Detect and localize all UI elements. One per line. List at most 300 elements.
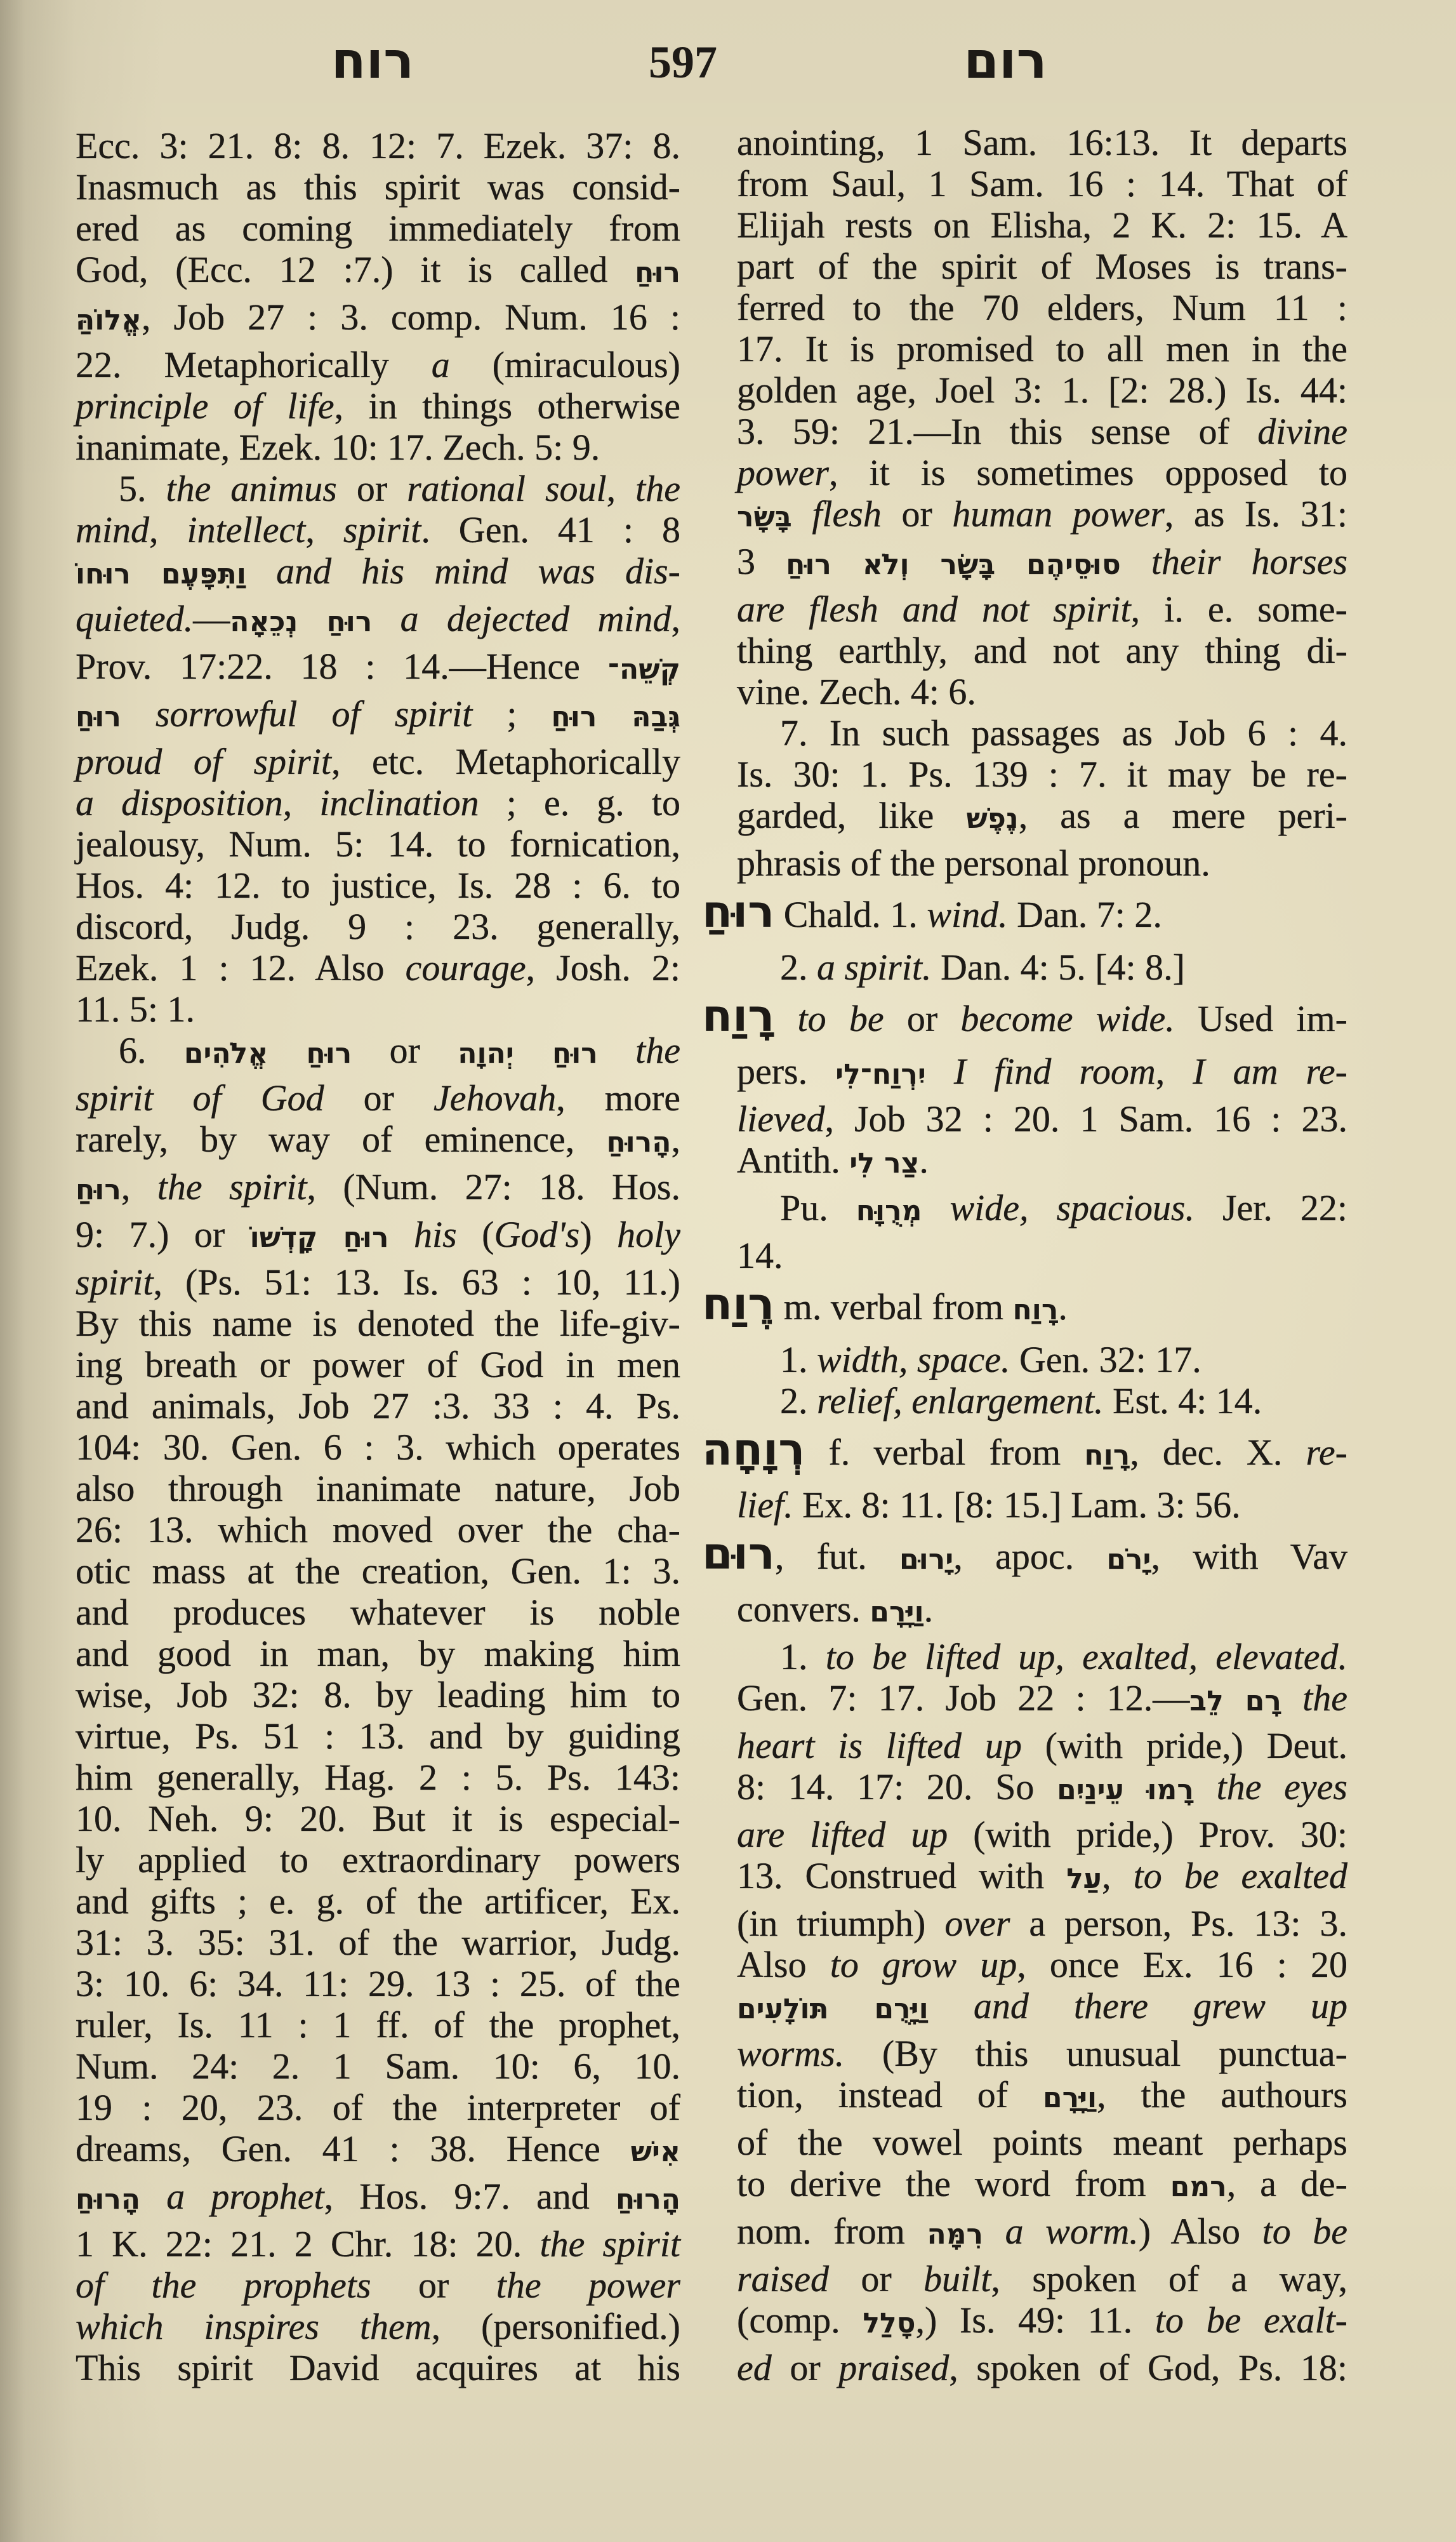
italic-text: a worm. bbox=[1005, 2211, 1139, 2252]
italic-text: mind bbox=[76, 509, 149, 550]
italic-text: the eyes bbox=[1216, 1766, 1347, 1807]
roman-text: ing breath or power of God in men bbox=[76, 1344, 680, 1385]
roman-text: Dan. 4: 5. [4: 8.] bbox=[931, 947, 1185, 988]
text-line bbox=[76, 296, 680, 338]
roman-text: and animals, Job 27 :3. 33 : 4. Ps. bbox=[76, 1385, 680, 1427]
text-line bbox=[76, 509, 680, 550]
hebrew-text: יָרֹם bbox=[1106, 1543, 1151, 1576]
roman-text: also through inanimate nature, Job bbox=[76, 1468, 680, 1509]
text-line bbox=[76, 598, 680, 639]
roman-text: inanimate, Ezek. 10: 17. Zech. 5: 9. bbox=[76, 427, 600, 468]
hebrew-text: סוּסֵיהֶם בָּשָׂר וְלֹא רוּחַ bbox=[786, 549, 1121, 581]
roman-text: ly applied to extraordinary powers bbox=[76, 1839, 680, 1880]
text-line bbox=[737, 163, 1347, 204]
hebrew-text: אֱלוֹהַּ bbox=[76, 304, 142, 336]
roman-text: , a de- bbox=[1226, 2163, 1347, 2204]
hebrew-text: עַל bbox=[1066, 1863, 1102, 1895]
text-line bbox=[737, 493, 1347, 535]
text-line bbox=[76, 741, 680, 782]
italic-text: courage bbox=[405, 947, 526, 988]
italic-text: a prophet bbox=[166, 2176, 324, 2217]
italic-text: built bbox=[923, 2258, 991, 2299]
entry-headword-line bbox=[702, 1278, 1347, 1330]
hebrew-text: הָרוּחַ bbox=[606, 1126, 672, 1159]
roman-text: f. verbal from bbox=[805, 1432, 1085, 1473]
italic-text: wind. bbox=[927, 894, 1008, 935]
roman-text: , Job 32 : 20. 1 Sam. 16 : 23. bbox=[824, 1098, 1347, 1140]
italic-text: worms. bbox=[737, 2033, 845, 2074]
running-head-last-word: רום bbox=[963, 31, 1047, 90]
hebrew-text: מְרֻוָּח bbox=[856, 1195, 922, 1227]
roman-text: (miraculous) bbox=[449, 344, 680, 385]
roman-text bbox=[983, 2211, 1005, 2252]
italic-text: heart is lifted up bbox=[737, 1725, 1022, 1766]
text-line bbox=[76, 1303, 680, 1344]
italic-text: of the prophets bbox=[76, 2265, 371, 2306]
roman-text: or bbox=[881, 493, 953, 535]
hebrew-text: וַיָּרֻם תּוֹלָעִים bbox=[737, 1993, 929, 2025]
roman-text: . bbox=[923, 1588, 934, 1630]
roman-text: Used im- bbox=[1174, 998, 1347, 1039]
entry-headword-line bbox=[702, 886, 1347, 938]
roman-text: him generally, Hag. 2 : 5. Ps. 143: bbox=[76, 1757, 680, 1798]
text-line bbox=[76, 1261, 680, 1303]
roman-text: ; e. g. to bbox=[479, 782, 680, 823]
hebrew-text: רָם לֵב bbox=[1189, 1685, 1281, 1717]
text-line bbox=[76, 1550, 680, 1592]
roman-text: and good in man, by making him bbox=[76, 1633, 680, 1674]
text-line bbox=[737, 842, 1347, 884]
roman-text: Gen. 32: 17. bbox=[1010, 1339, 1201, 1380]
roman-text: . Gen. 41 : 8 bbox=[421, 509, 681, 550]
italic-text: are flesh and not spirit bbox=[737, 589, 1131, 630]
roman-text: , as Is. 31: bbox=[1164, 493, 1347, 535]
italic-text: intellect bbox=[187, 509, 306, 550]
entry-headword-line bbox=[702, 990, 1347, 1042]
roman-text: 3 bbox=[737, 541, 786, 582]
text-line bbox=[76, 208, 680, 249]
italic-text: the spirit bbox=[539, 2223, 681, 2265]
roman-text: ferred to the 70 elders, Num 11 : bbox=[737, 287, 1347, 328]
roman-text: dreams, Gen. 41 : 38. Hence bbox=[76, 2128, 631, 2169]
text-line bbox=[737, 122, 1347, 163]
text-line bbox=[76, 427, 680, 468]
hebrew-text: רוּחַ bbox=[76, 701, 121, 733]
text-line bbox=[737, 671, 1347, 712]
roman-text: Ex. 8: 11. [8: 15.] Lam. 3: 56. bbox=[793, 1484, 1241, 1526]
roman-text bbox=[140, 2176, 166, 2217]
text-line bbox=[76, 249, 680, 290]
text-line bbox=[737, 2122, 1347, 2163]
text-line bbox=[737, 1814, 1347, 1855]
text-line bbox=[76, 125, 680, 166]
roman-text: 17. It is promised to all men in the bbox=[737, 328, 1347, 369]
italic-text: a dejected mind bbox=[400, 598, 672, 639]
roman-text: ) bbox=[579, 1214, 618, 1255]
italic-text: to be exalt- bbox=[1155, 2299, 1348, 2341]
roman-text: ered as coming immediately from bbox=[76, 208, 680, 249]
italic-text: spirit bbox=[343, 509, 421, 550]
roman-text: Elijah rests on Elisha, 2 K. 2: 15. A bbox=[737, 204, 1347, 246]
roman-text bbox=[598, 1030, 635, 1071]
roman-text: , with Vav bbox=[1151, 1536, 1347, 1577]
text-line bbox=[737, 1484, 1347, 1526]
text-line bbox=[737, 1187, 1347, 1228]
roman-text: . bbox=[919, 1140, 929, 1181]
roman-text: discord, Judg. 9 : 23. generally, bbox=[76, 906, 680, 947]
roman-text: 13. Construed with bbox=[737, 1855, 1067, 1896]
roman-text: 7. In such passages as Job 6 : 4. bbox=[780, 712, 1347, 754]
text-line bbox=[76, 1344, 680, 1385]
text-line bbox=[737, 369, 1347, 411]
text-line bbox=[76, 823, 680, 865]
italic-text: praised bbox=[838, 2347, 950, 2388]
roman-text: tion, instead of bbox=[737, 2074, 1043, 2115]
roman-text: , spoken of God, Ps. 18: bbox=[949, 2347, 1347, 2388]
text-line bbox=[76, 906, 680, 947]
right-column bbox=[702, 122, 1348, 2388]
text-line bbox=[737, 1985, 1347, 2026]
text-line bbox=[76, 1715, 680, 1757]
roman-text: Prov. 17:22. 18 : 14.—Hence bbox=[76, 646, 608, 687]
roman-text: 11. 5: 1. bbox=[76, 988, 195, 1030]
italic-text: principle of life bbox=[76, 385, 334, 427]
roman-text: ) Also bbox=[1138, 2211, 1262, 2252]
roman-text: or bbox=[324, 1077, 434, 1119]
text-line bbox=[76, 1214, 680, 1255]
text-line bbox=[737, 1140, 1347, 1181]
roman-text: Ecc. 3: 21. 8: 8. 12: 7. Ezek. 37: 8. bbox=[76, 125, 680, 166]
italic-text: and his mind was dis- bbox=[276, 550, 680, 592]
hebrew-text: רוּחַ קָדְשׁוֹ bbox=[249, 1221, 389, 1254]
text-line bbox=[76, 1077, 680, 1119]
roman-text: , i. e. some- bbox=[1130, 589, 1347, 630]
roman-text: , once Ex. 16 : 20 bbox=[1017, 1944, 1347, 1985]
roman-text: Est. 4: 14. bbox=[1103, 1380, 1262, 1421]
roman-text: 5. bbox=[119, 468, 166, 509]
roman-text: 3. 59: 21.—In this sense of bbox=[737, 411, 1258, 452]
italic-text: divine bbox=[1257, 411, 1347, 452]
roman-text: convers. bbox=[737, 1588, 870, 1630]
roman-text: nom. from bbox=[737, 2211, 927, 2252]
text-line bbox=[737, 1051, 1347, 1092]
italic-text: I am re- bbox=[1193, 1051, 1347, 1092]
roman-text: , bbox=[671, 598, 680, 639]
roman-text: from Saul, 1 Sam. 16 : 14. That of bbox=[737, 163, 1347, 204]
hebrew-text: וַתִּפָּעֶם רוּחוֹ bbox=[76, 558, 246, 590]
text-line bbox=[737, 2033, 1347, 2074]
text-line bbox=[76, 166, 680, 208]
roman-text: Dan. 7: 2. bbox=[1007, 894, 1162, 935]
text-line bbox=[76, 2176, 680, 2217]
text-line bbox=[76, 1385, 680, 1427]
text-line bbox=[737, 795, 1347, 836]
italic-text: width, space. bbox=[817, 1339, 1010, 1380]
roman-text: or bbox=[352, 1030, 458, 1071]
roman-text: . bbox=[1058, 1286, 1068, 1328]
roman-text: 2. bbox=[780, 947, 817, 988]
italic-text: the bbox=[635, 468, 680, 509]
roman-text: rarely, by way of eminence, bbox=[76, 1119, 607, 1160]
text-line bbox=[76, 1427, 680, 1468]
italic-text: and there grew up bbox=[973, 1985, 1347, 2026]
roman-text: , the authours bbox=[1097, 2074, 1347, 2115]
roman-text: otic mass at the creation, Gen. 1: 3. bbox=[76, 1550, 680, 1592]
roman-text: , apoc. bbox=[953, 1536, 1107, 1577]
roman-text: Num. 24: 2. 1 Sam. 10: 6, 10. bbox=[76, 2046, 680, 2087]
text-line bbox=[737, 287, 1347, 328]
hebrew-text: רוּחַ bbox=[635, 256, 680, 289]
roman-text: garded, like bbox=[737, 795, 967, 836]
text-line bbox=[76, 2087, 680, 2128]
roman-text bbox=[1194, 1766, 1217, 1807]
hebrew-text: יִרְוַח־לִי bbox=[835, 1058, 926, 1091]
headword: רוּחַ bbox=[702, 886, 775, 938]
roman-text: , Hos. 9:7. and bbox=[324, 2176, 616, 2217]
hebrew-text: בָּשָׂר bbox=[737, 501, 792, 533]
roman-text: jealousy, Num. 5: 14. to fornication, bbox=[76, 823, 680, 865]
hebrew-text: רוּחַ נְכֵאָה bbox=[230, 606, 373, 638]
roman-text: , it is sometimes opposed to bbox=[829, 452, 1347, 493]
roman-text bbox=[121, 693, 156, 735]
roman-text: and produces whatever is noble bbox=[76, 1592, 680, 1633]
italic-text: spirit of God bbox=[76, 1077, 324, 1119]
text-line bbox=[76, 2265, 680, 2306]
text-line bbox=[737, 2299, 1347, 2341]
hebrew-text: קְשֵׁה־ bbox=[607, 653, 680, 686]
italic-text: rational soul bbox=[407, 468, 607, 509]
roman-text: , (personified.) bbox=[431, 2306, 680, 2347]
roman-text: , bbox=[282, 782, 320, 823]
roman-text: ,) Is. 49: 11. bbox=[915, 2299, 1155, 2341]
italic-text: to grow up bbox=[830, 1944, 1017, 1985]
italic-text: God's bbox=[494, 1214, 580, 1255]
roman-text: 9: 7.) or bbox=[76, 1214, 250, 1255]
roman-text: — bbox=[193, 598, 230, 639]
running-head-first-word: רוח bbox=[331, 31, 414, 90]
text-line bbox=[737, 1636, 1347, 1677]
hebrew-text: גְּבַהּ רוּחַ bbox=[551, 701, 680, 733]
text-line bbox=[737, 1725, 1347, 1766]
text-line bbox=[737, 1098, 1347, 1140]
hebrew-text: הָרוּחַ bbox=[615, 2183, 680, 2216]
text-line bbox=[737, 630, 1347, 671]
text-line bbox=[76, 1592, 680, 1633]
roman-text: (comp. bbox=[737, 2299, 863, 2341]
text-line bbox=[76, 2347, 680, 2388]
roman-text: 10. Neh. 9: 20. But it is especial- bbox=[76, 1798, 680, 1839]
text-line bbox=[737, 1380, 1347, 1421]
italic-text: a disposition bbox=[76, 782, 283, 823]
roman-text: a person, Ps. 13: 3. bbox=[1010, 1903, 1347, 1944]
hebrew-text: רָמוּ עֵינַיִם bbox=[1057, 1774, 1194, 1806]
italic-text: the bbox=[635, 1030, 680, 1071]
text-line bbox=[76, 2128, 680, 2169]
roman-text bbox=[372, 598, 400, 639]
roman-text: or bbox=[771, 2347, 839, 2388]
roman-text: , etc. Metaphorically bbox=[331, 741, 680, 782]
text-line bbox=[76, 1030, 680, 1071]
hebrew-text: רוּחַ bbox=[76, 1174, 121, 1206]
roman-text: of the vowel points meant perhaps bbox=[737, 2122, 1347, 2163]
roman-text: Hos. 4: 12. to justice, Is. 28 : 6. to bbox=[76, 865, 680, 906]
roman-text: , bbox=[606, 468, 636, 509]
italic-text: holy bbox=[617, 1214, 681, 1255]
entry-headword-line bbox=[702, 1423, 1347, 1475]
text-line bbox=[76, 1468, 680, 1509]
text-line bbox=[737, 1339, 1347, 1380]
italic-text: the power bbox=[496, 2265, 680, 2306]
roman-text: , bbox=[149, 509, 187, 550]
roman-text: ; bbox=[472, 693, 552, 735]
hebrew-text: רוּחַ אֱלֹהִים bbox=[183, 1037, 352, 1070]
italic-text: wide, spacious. bbox=[950, 1187, 1195, 1228]
hebrew-text: וַיָּרָם bbox=[870, 1596, 924, 1628]
text-line bbox=[76, 550, 680, 592]
roman-text: or bbox=[371, 2265, 496, 2306]
hebrew-text: רוּחַ יְהוָה bbox=[458, 1037, 598, 1070]
italic-text: raised bbox=[737, 2258, 829, 2299]
italic-text: the animus bbox=[166, 468, 337, 509]
italic-text: quieted. bbox=[76, 598, 194, 639]
hebrew-text: אִישׁ bbox=[630, 2136, 680, 2168]
roman-text: Pu. bbox=[780, 1187, 856, 1228]
hebrew-text: רָוַח bbox=[1084, 1439, 1130, 1472]
text-line bbox=[76, 1119, 680, 1160]
roman-text: 22. Metaphorically bbox=[76, 344, 432, 385]
left-column bbox=[76, 125, 680, 2388]
text-line bbox=[76, 1757, 680, 1798]
italic-text: ed bbox=[737, 2347, 772, 2388]
hebrew-text: רָוַח bbox=[1012, 1294, 1059, 1326]
roman-text: 14. bbox=[737, 1235, 783, 1276]
italic-text: are lifted up bbox=[737, 1814, 948, 1855]
roman-text bbox=[792, 493, 812, 535]
italic-text: to be bbox=[797, 998, 884, 1039]
roman-text: or bbox=[884, 998, 961, 1039]
roman-text: 104: 30. Gen. 6 : 3. which operates bbox=[76, 1427, 680, 1468]
roman-text: , Josh. 2: bbox=[526, 947, 680, 988]
text-line bbox=[737, 1855, 1347, 1896]
roman-text: phrasis of the personal pronoun. bbox=[737, 842, 1210, 884]
text-line bbox=[737, 2163, 1347, 2204]
roman-text: , more bbox=[556, 1077, 680, 1119]
headword: רָוַח bbox=[702, 990, 775, 1042]
page-number: 597 bbox=[649, 37, 717, 88]
roman-text bbox=[389, 1214, 414, 1255]
roman-text: Antith. bbox=[737, 1140, 850, 1181]
roman-text: to derive the word from bbox=[737, 2163, 1170, 2204]
roman-text: , Job 27 : 3. comp. Num. 16 : bbox=[141, 296, 680, 338]
roman-text bbox=[926, 1051, 954, 1092]
roman-text: , (Num. 27: 18. Hos. bbox=[307, 1166, 680, 1208]
roman-text: , bbox=[1102, 1855, 1134, 1896]
roman-text: Inasmuch as this spirit was consid- bbox=[76, 166, 680, 208]
text-line bbox=[76, 2046, 680, 2087]
text-line bbox=[76, 947, 680, 988]
roman-text: 1. bbox=[780, 1636, 826, 1677]
text-line bbox=[76, 2306, 680, 2347]
text-line bbox=[737, 328, 1347, 369]
roman-text: (By this unusual punctua- bbox=[844, 2033, 1347, 2074]
roman-text: Chald. 1. bbox=[774, 894, 927, 935]
roman-text: virtue, Ps. 51 : 13. and by guiding bbox=[76, 1715, 680, 1757]
text-line bbox=[76, 2223, 680, 2265]
roman-text: , (Ps. 51: 13. Is. 63 : 10, 11.) bbox=[153, 1261, 680, 1303]
text-line bbox=[737, 452, 1347, 493]
roman-text: Is. 30: 1. Ps. 139 : 7. it may be re- bbox=[737, 754, 1347, 795]
roman-text: Ezek. 1 : 12. Also bbox=[76, 947, 406, 988]
roman-text bbox=[929, 1985, 974, 2026]
text-line bbox=[76, 646, 680, 687]
text-line bbox=[737, 1766, 1347, 1807]
roman-text: , bbox=[1155, 1051, 1193, 1092]
text-line bbox=[76, 865, 680, 906]
roman-text: (with pride,) Prov. 30: bbox=[948, 1814, 1347, 1855]
roman-text: ( bbox=[456, 1214, 494, 1255]
roman-text: golden age, Joel 3: 1. [2: 28.) Is. 44: bbox=[737, 369, 1347, 411]
text-line bbox=[76, 1674, 680, 1715]
italic-text: over bbox=[944, 1903, 1010, 1944]
italic-text: his bbox=[414, 1214, 457, 1255]
roman-text: 2. bbox=[780, 1380, 817, 1421]
text-line bbox=[76, 344, 680, 385]
text-line bbox=[76, 1922, 680, 1963]
italic-text: the spirit bbox=[157, 1166, 307, 1208]
roman-text: 1. bbox=[780, 1339, 817, 1380]
text-line bbox=[76, 385, 680, 427]
italic-text: lief. bbox=[737, 1484, 793, 1526]
italic-text: which inspires them bbox=[76, 2306, 432, 2347]
headword: רוּם bbox=[702, 1527, 775, 1580]
text-line bbox=[737, 589, 1347, 630]
roman-text: , bbox=[305, 509, 343, 550]
text-line bbox=[737, 2347, 1347, 2388]
hebrew-text: יָרוּם bbox=[899, 1543, 954, 1576]
roman-text: God, (Ecc. 12 :7.) it is called bbox=[76, 249, 635, 290]
headword: רְוָחָה bbox=[702, 1423, 805, 1475]
roman-text: 31: 3. 35: 31. of the warrior, Judg. bbox=[76, 1922, 680, 1963]
italic-text: Jehovah bbox=[433, 1077, 557, 1119]
roman-text: , bbox=[121, 1166, 157, 1208]
text-line bbox=[737, 1944, 1347, 1985]
roman-text: or bbox=[829, 2258, 924, 2299]
roman-text bbox=[922, 1187, 950, 1228]
roman-text bbox=[774, 998, 797, 1039]
text-line bbox=[737, 204, 1347, 246]
text-line bbox=[76, 1509, 680, 1550]
hebrew-text: הָרוּחַ bbox=[76, 2183, 141, 2216]
roman-text: , fut. bbox=[774, 1536, 900, 1577]
roman-text bbox=[1121, 541, 1151, 582]
text-line bbox=[737, 1677, 1347, 1719]
italic-text: the bbox=[1302, 1677, 1347, 1719]
roman-text: part of the spirit of Moses is trans- bbox=[737, 246, 1347, 287]
text-line bbox=[76, 693, 680, 735]
text-line bbox=[76, 468, 680, 509]
roman-text: This spirit David acquires at his bbox=[76, 2347, 680, 2388]
text-line bbox=[737, 541, 1347, 582]
roman-text: , bbox=[671, 1119, 680, 1160]
italic-text: to be bbox=[1262, 2211, 1348, 2252]
italic-text: lieved bbox=[737, 1098, 825, 1140]
text-line bbox=[76, 1798, 680, 1839]
italic-text: become wide. bbox=[960, 998, 1175, 1039]
roman-text: 1 K. 22: 21. 2 Chr. 18: 20. bbox=[76, 2223, 540, 2265]
italic-text: re- bbox=[1306, 1432, 1347, 1473]
roman-text: thing earthly, and not any thing di- bbox=[737, 630, 1347, 671]
text-line bbox=[76, 1633, 680, 1674]
